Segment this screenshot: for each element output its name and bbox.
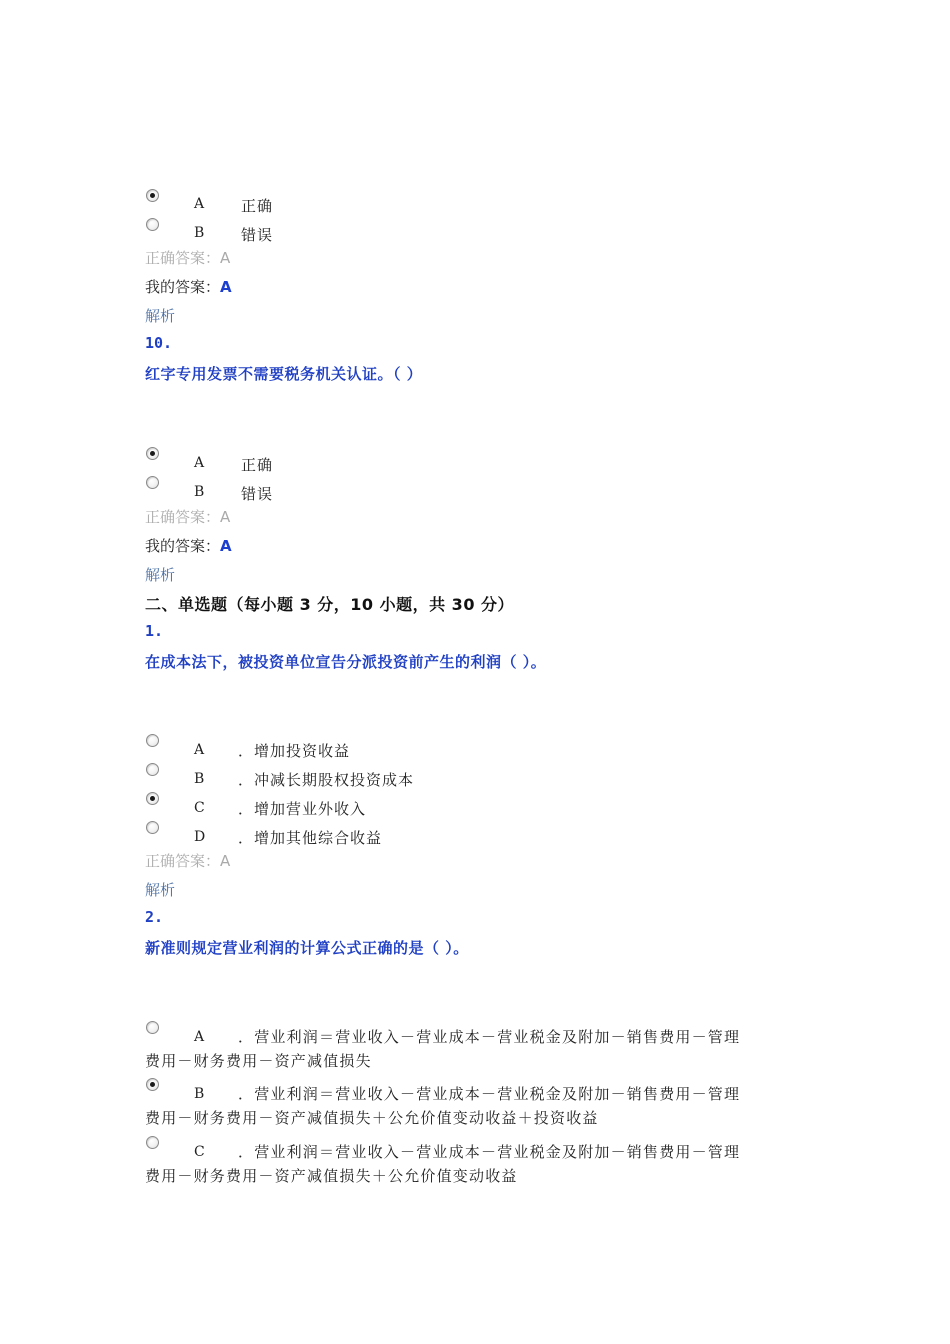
option-text: ．营业利润＝营业收入－营业成本－营业税金及附加－销售费用－管理 bbox=[238, 1143, 741, 1161]
analysis-link[interactable]: 解析 bbox=[145, 566, 176, 584]
option-letter: A bbox=[194, 455, 205, 471]
section-title: 二、单选题（每小题 3 分，10 小题，共 30 分） bbox=[145, 595, 515, 614]
option-text-continued: 费用－财务费用－资产减值损失 bbox=[145, 1052, 372, 1070]
option-text: ．冲减长期股权投资成本 bbox=[238, 771, 415, 789]
option-letter: A bbox=[194, 1029, 205, 1045]
correct-answer: 正确答案：A bbox=[145, 508, 231, 526]
radio-b-block1[interactable] bbox=[146, 218, 159, 231]
radio-a-s1[interactable] bbox=[146, 734, 159, 747]
radio-b-s1[interactable] bbox=[146, 763, 159, 776]
analysis-link[interactable]: 解析 bbox=[145, 881, 176, 899]
option-text: ．增加其他综合收益 bbox=[238, 829, 383, 847]
question-number: 2. bbox=[145, 908, 164, 926]
option-letter: A bbox=[194, 742, 205, 758]
option-letter: B bbox=[194, 484, 205, 500]
option-text-continued: 费用－财务费用－资产减值损失＋公允价值变动收益＋投资收益 bbox=[145, 1109, 599, 1127]
option-text: ．营业利润＝营业收入－营业成本－营业税金及附加－销售费用－管理 bbox=[238, 1085, 741, 1103]
my-answer: 我的答案：A bbox=[145, 278, 232, 296]
option-letter: A bbox=[194, 196, 205, 212]
correct-answer: 正确答案：A bbox=[145, 249, 231, 267]
radio-d-s1[interactable] bbox=[146, 821, 159, 834]
option-text: 正确 bbox=[241, 456, 274, 474]
option-text-continued: 费用－财务费用－资产减值损失＋公允价值变动收益 bbox=[145, 1167, 518, 1185]
radio-c-s2[interactable] bbox=[146, 1136, 159, 1149]
question-text: 新准则规定营业利润的计算公式正确的是（ ）。 bbox=[145, 939, 469, 957]
option-letter: C bbox=[194, 800, 205, 816]
radio-b-q10[interactable] bbox=[146, 476, 159, 489]
option-letter: B bbox=[194, 225, 205, 241]
question-number: 1. bbox=[145, 622, 164, 640]
question-number: 10. bbox=[145, 334, 173, 352]
option-text: ．增加投资收益 bbox=[238, 742, 351, 760]
option-letter: B bbox=[194, 771, 205, 787]
option-text: ．增加营业外收入 bbox=[238, 800, 367, 818]
radio-a-block1[interactable] bbox=[146, 189, 159, 202]
option-text: 正确 bbox=[241, 197, 274, 215]
option-letter: B bbox=[194, 1086, 205, 1102]
radio-a-s2[interactable] bbox=[146, 1021, 159, 1034]
option-text: 错误 bbox=[241, 226, 274, 244]
option-text: 错误 bbox=[241, 485, 274, 503]
option-letter: D bbox=[194, 829, 206, 845]
correct-answer: 正确答案：A bbox=[145, 852, 231, 870]
radio-c-s1[interactable] bbox=[146, 792, 159, 805]
my-answer: 我的答案：A bbox=[145, 537, 232, 555]
analysis-link[interactable]: 解析 bbox=[145, 307, 176, 325]
question-text: 红字专用发票不需要税务机关认证。（ ） bbox=[145, 365, 423, 383]
option-text: ．营业利润＝营业收入－营业成本－营业税金及附加－销售费用－管理 bbox=[238, 1028, 741, 1046]
question-text: 在成本法下，被投资单位宣告分派投资前产生的利润（ ）。 bbox=[145, 653, 547, 671]
option-letter: C bbox=[194, 1144, 205, 1160]
radio-b-s2[interactable] bbox=[146, 1078, 159, 1091]
radio-a-q10[interactable] bbox=[146, 447, 159, 460]
